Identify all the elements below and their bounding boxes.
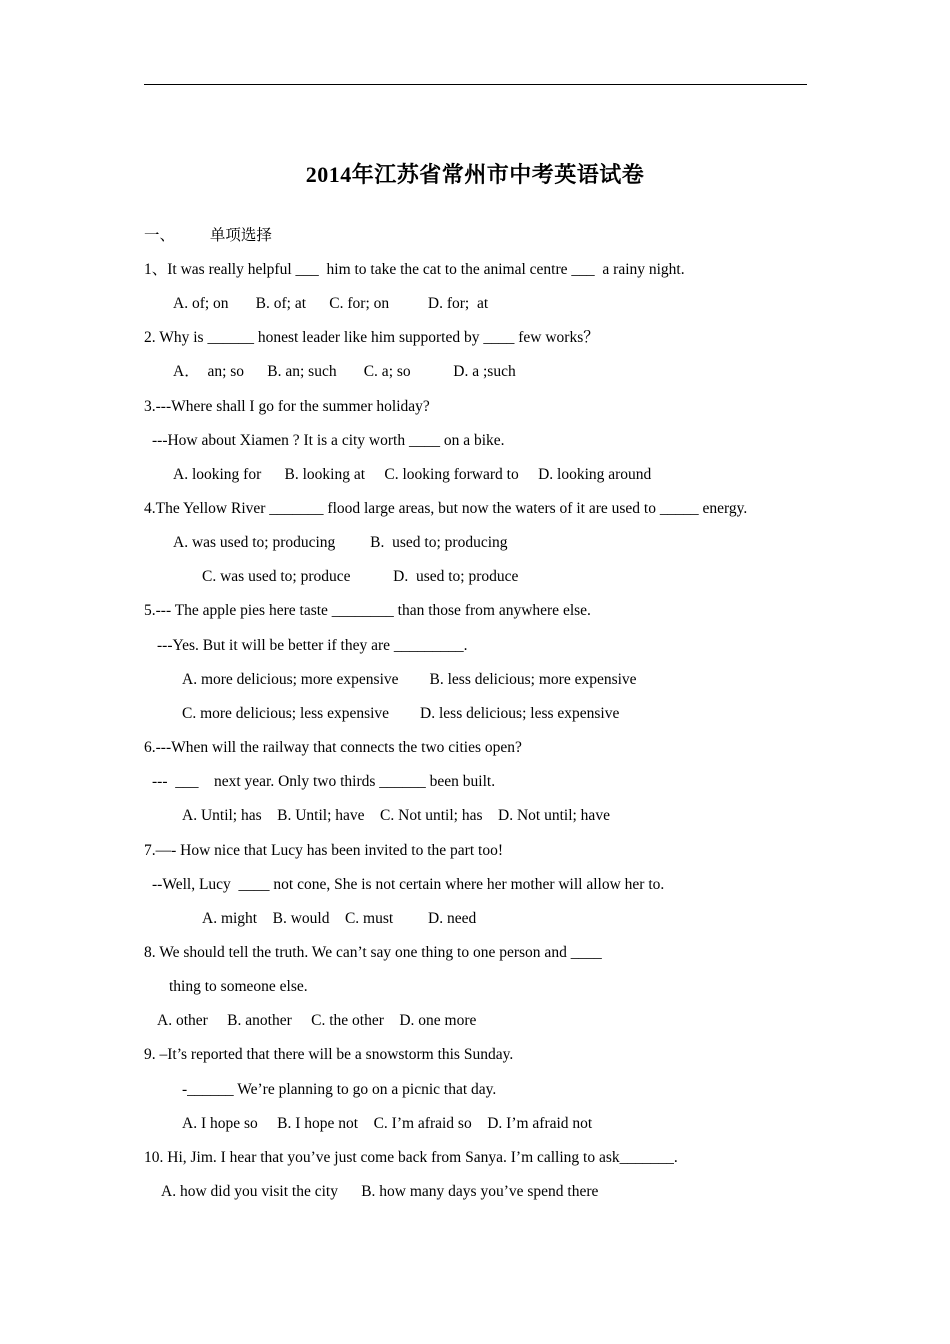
question-9-reply: -______ We’re planning to go on a picnic that day. — [182, 1081, 497, 1098]
question-5-options-ab: A. more delicious; more expensive B. less delicious; more expensive — [182, 671, 637, 688]
header-rule — [144, 84, 807, 85]
question-4-options-cd: C. was used to; produce D. used to; produce — [202, 568, 519, 585]
section-heading: 一、 单项选择 — [144, 227, 272, 244]
question-2-options: A． an; so B. an; such C. a; so D. a ;such — [173, 363, 516, 380]
question-10-options: A. how did you visit the city B. how many days you’ve spend there — [161, 1183, 599, 1200]
question-10: 10. Hi, Jim. I hear that you’ve just come back from Sanya. I’m calling to ask_______. — [144, 1149, 678, 1166]
question-7-reply: --Well, Lucy ____ not cone, She is not certain where her mother will allow her to. — [152, 876, 665, 893]
question-3-options: A. looking for B. looking at C. looking forward to D. looking around — [173, 466, 652, 483]
question-5-options-cd: C. more delicious; less expensive D. less delicious; less expensive — [182, 705, 620, 722]
question-5: 5.--- The apple pies here taste ________ than those from anywhere else. — [144, 602, 591, 619]
question-9: 9. –It’s reported that there will be a snowstorm this Sunday. — [144, 1046, 514, 1063]
question-4-options-ab: A. was used to; producing B. used to; producing — [173, 534, 508, 551]
question-8: 8. We should tell the truth. We can’t say one thing to one person and ____ — [144, 944, 602, 961]
question-9-options: A. I hope so B. I hope not C. I’m afraid so D. I’m afraid not — [182, 1115, 593, 1132]
question-1: 1、It was really helpful ___ him to take the cat to the animal centre ___ a rainy night. — [144, 261, 685, 278]
question-8-continued: thing to someone else. — [169, 978, 308, 995]
question-4: 4.The Yellow River _______ flood large areas, but now the waters of it are used to _____ energy. — [144, 500, 748, 517]
question-3: 3.---Where shall I go for the summer holiday? — [144, 398, 430, 415]
question-6-reply: --- ___ next year. Only two thirds ______ been built. — [152, 773, 496, 790]
question-6-options: A. Until; has B. Until; have C. Not until; has D. Not until; have — [182, 807, 610, 824]
question-2: 2. Why is ______ honest leader like him supported by ____ few works？ — [144, 329, 599, 346]
question-7-options: A. might B. would C. must D. need — [202, 910, 477, 927]
question-3-reply: ---How about Xiamen ? It is a city worth ____ on a bike. — [152, 432, 505, 449]
question-7: 7.—- How nice that Lucy has been invited to the part too! — [144, 842, 503, 859]
exam-title: 2014年江苏省常州市中考英语试卷 — [305, 162, 645, 187]
question-5-reply: ---Yes. But it will be better if they are _________. — [157, 637, 468, 654]
question-8-options: A. other B. another C. the other D. one more — [157, 1012, 477, 1029]
question-1-options: A. of; on B. of; at C. for; on D. for; at — [173, 295, 489, 312]
question-6: 6.---When will the railway that connects the two cities open? — [144, 739, 522, 756]
